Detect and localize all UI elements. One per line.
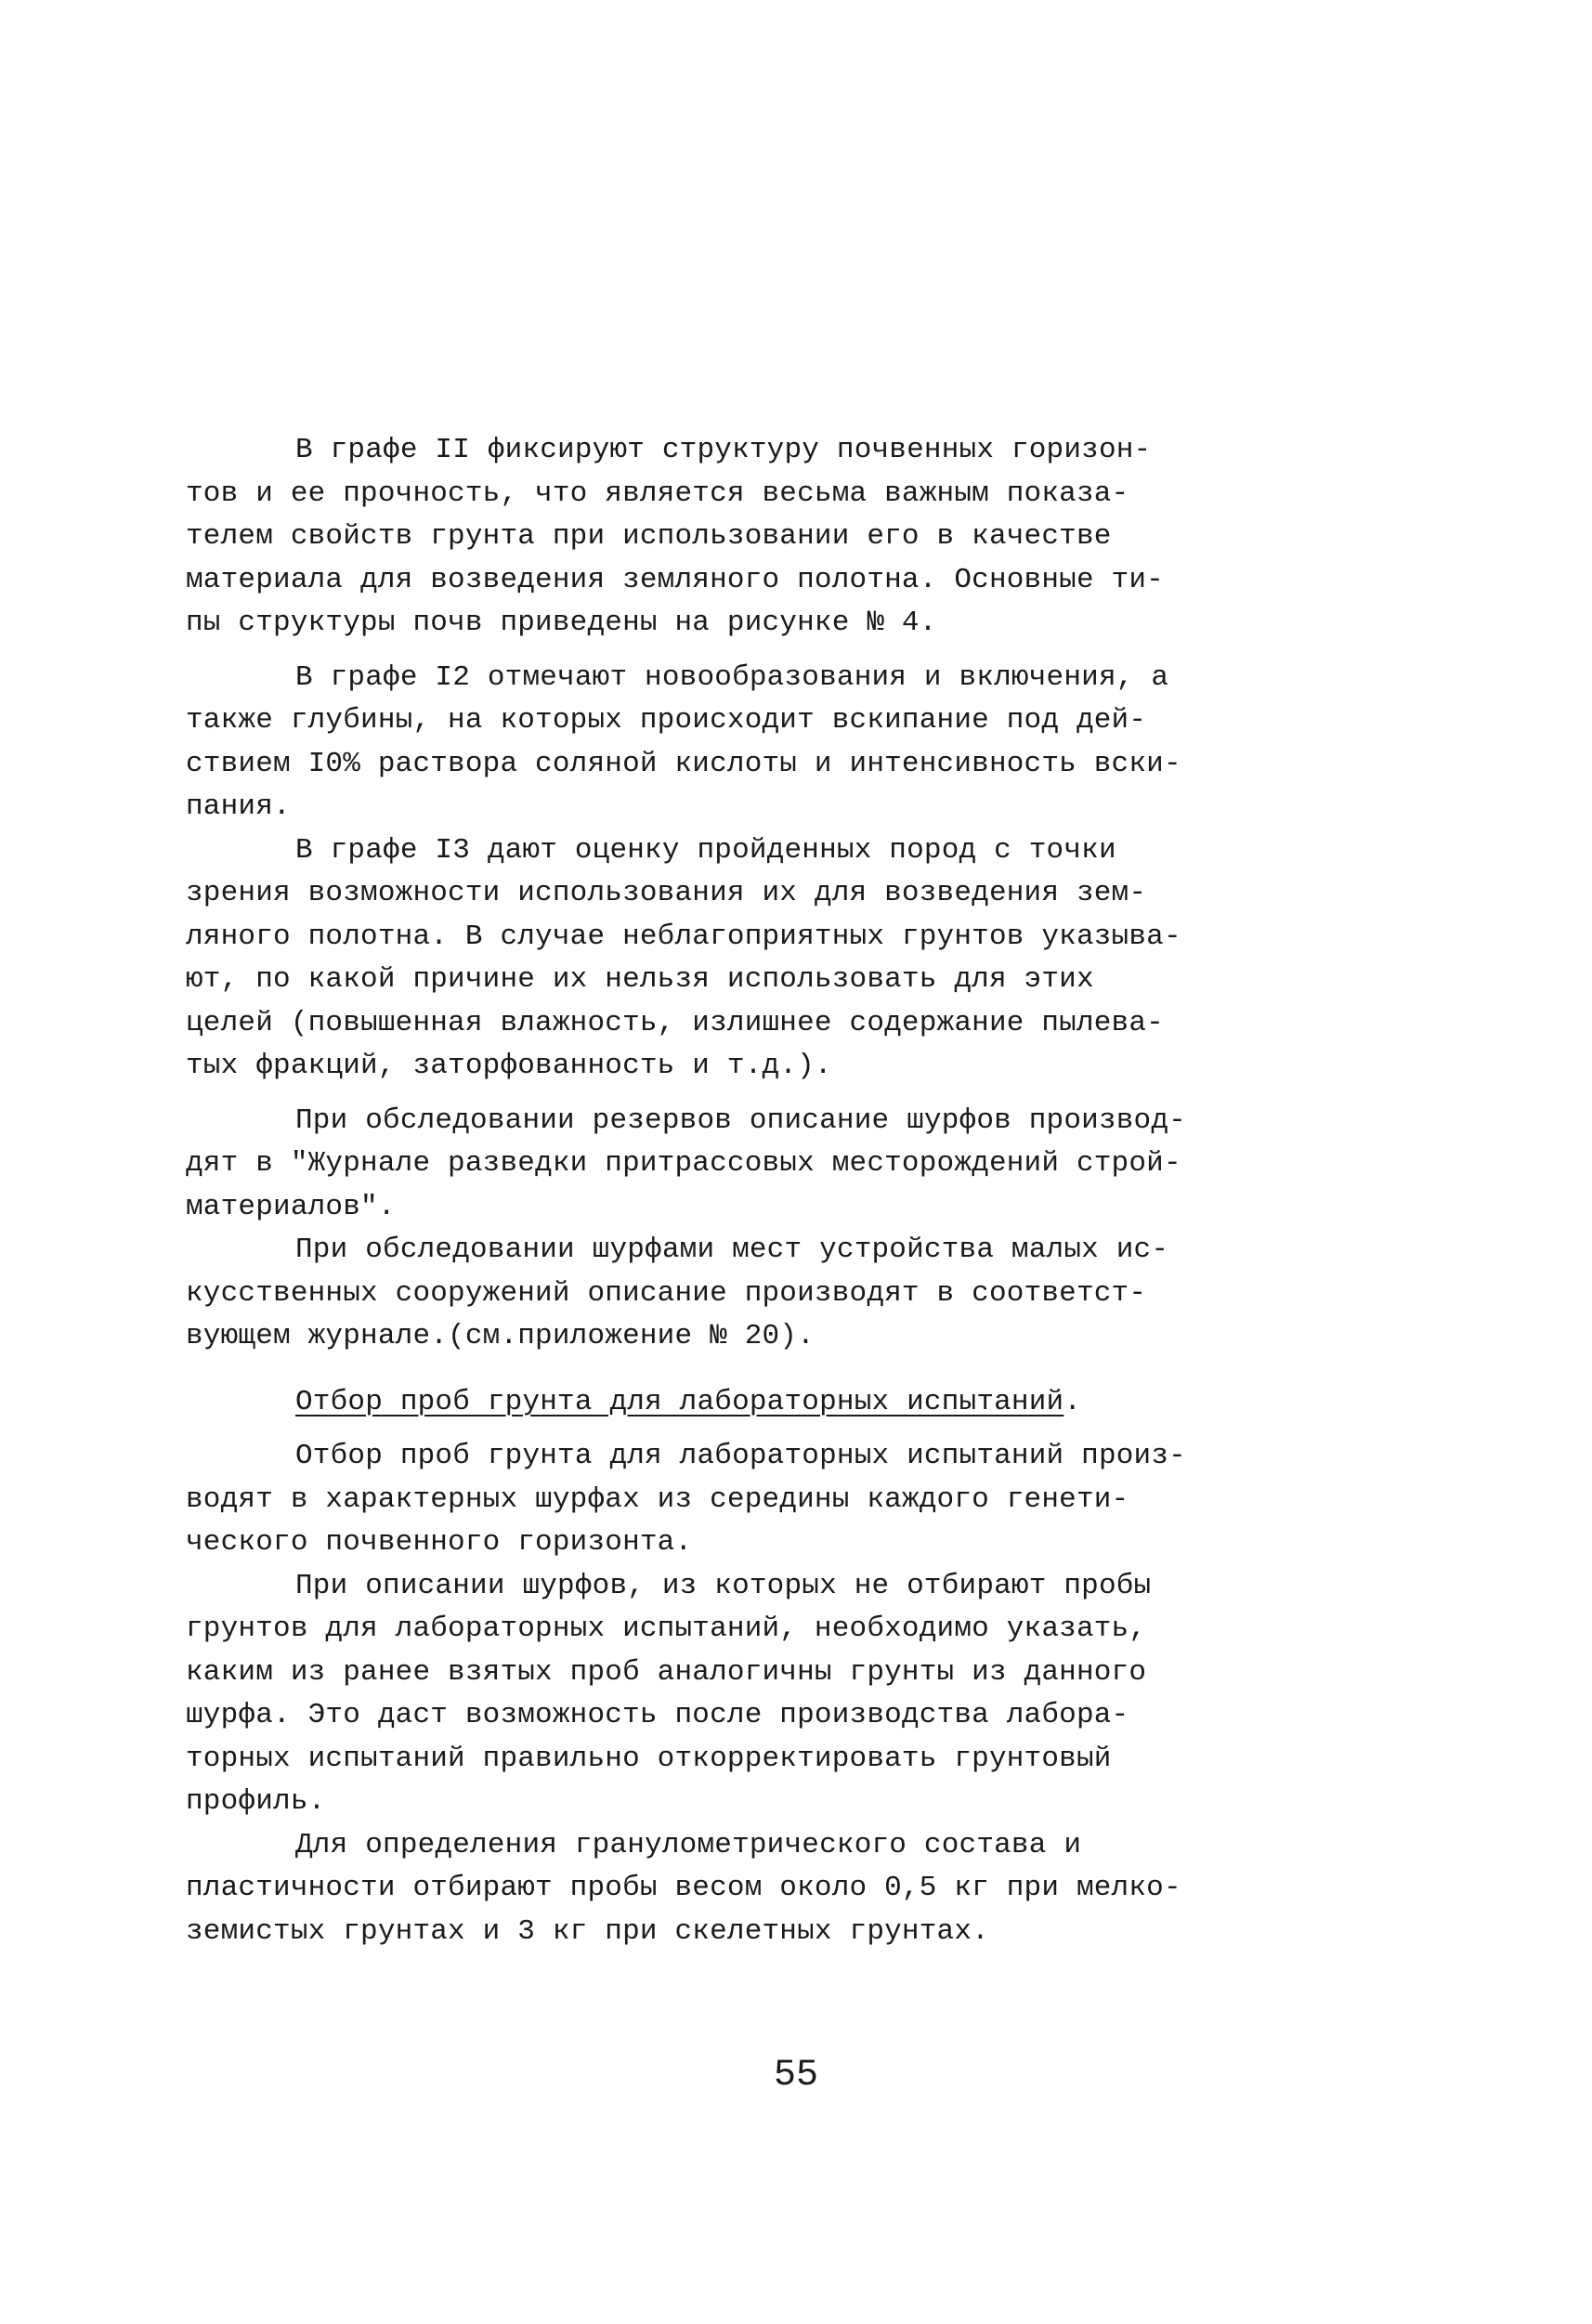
page-number: 55 [773, 2055, 818, 2096]
paragraph [186, 1824, 1235, 1954]
text-line: вующем журнале.(см.приложение № 20). [186, 1320, 815, 1352]
paragraph [186, 1435, 1235, 1565]
text-line: В графе I2 отмечают новообразования и включения, а [295, 660, 1169, 694]
text-line: грунтов для лабораторных испытаний, необходимо указать, [186, 1612, 1147, 1645]
text-line: При описании шурфов, из которых не отбирают пробы [295, 1569, 1152, 1602]
paragraph [186, 1229, 1235, 1359]
text-line: ляного полотна. В случае неблагоприятных грунтов указыва- [186, 920, 1181, 953]
text-line: В графе I3 дают оценку пройденных пород с точки [295, 833, 1116, 867]
paragraph [186, 1100, 1235, 1230]
text-line: пания. [186, 790, 291, 823]
text-line: торных испытаний правильно откорректировать грунтовый [186, 1742, 1112, 1775]
text-line: При обследовании шурфами мест устройства малых ис- [295, 1234, 1169, 1266]
text-line: тых фракций, заторфованность и т.д.). [186, 1050, 832, 1082]
text-line: При обследовании резервов описание шурфов производ- [295, 1103, 1186, 1137]
section-heading [186, 1381, 1235, 1425]
text-line: зрения возможности использования их для возведения зем- [186, 877, 1147, 909]
paragraph [186, 429, 1235, 646]
section-heading-suffix: . [1064, 1385, 1082, 1418]
text-line: шурфа. Это даст возможность после производства лабора- [186, 1699, 1129, 1731]
section-heading-text: Отбор проб грунта для лабораторных испытаний [295, 1385, 1064, 1418]
text-line: Для определения гранулометрического состава и [295, 1828, 1082, 1861]
text-line: земистых грунтах и 3 кг при скелетных грунтах. [186, 1914, 989, 1948]
text-line: дят в "Журнале разведки притрассовых месторождений строй- [186, 1147, 1181, 1180]
text-line: материала для возведения земляного полотна. Основные ти- [186, 563, 1164, 596]
text-line: телем свойств грунта при использовании его в качестве [186, 520, 1112, 553]
text-line: ческого почвенного горизонта. [186, 1526, 693, 1559]
page-body [186, 429, 1235, 1953]
paragraph [186, 829, 1235, 1089]
text-line: каким из ранее взятых проб аналогичны грунты из данного [186, 1655, 1147, 1689]
text-line: пластичности отбирают пробы весом около 0,5 кг при мелко- [186, 1872, 1181, 1904]
text-line: профиль. [186, 1785, 326, 1818]
text-line: ствием I0% раствора соляной кислоты и интенсивность вски- [186, 747, 1181, 780]
text-line: также глубины, на которых происходит вскипание под дей- [186, 704, 1147, 737]
text-line: водят в характерных шурфах из середины каждого генети- [186, 1482, 1129, 1516]
text-line: кусственных сооружений описание производят в соответст- [186, 1276, 1147, 1310]
paragraph [186, 1565, 1235, 1824]
paragraph [186, 657, 1235, 829]
text-line: Отбор проб грунта для лабораторных испытаний произ- [295, 1440, 1186, 1472]
text-line: материалов". [186, 1190, 396, 1223]
text-line: пы структуры почв приведены на рисунке № 4. [186, 607, 937, 639]
text-line: целей (повышенная влажность, излишнее содержание пылева- [186, 1006, 1164, 1039]
text-line: тов и ее прочность, что является весьма важным показа- [186, 477, 1129, 510]
text-line: В графе II фиксируют структуру почвенных горизон- [295, 434, 1152, 466]
text-line: ют, по какой причине их нельзя использовать для этих [186, 963, 1094, 996]
